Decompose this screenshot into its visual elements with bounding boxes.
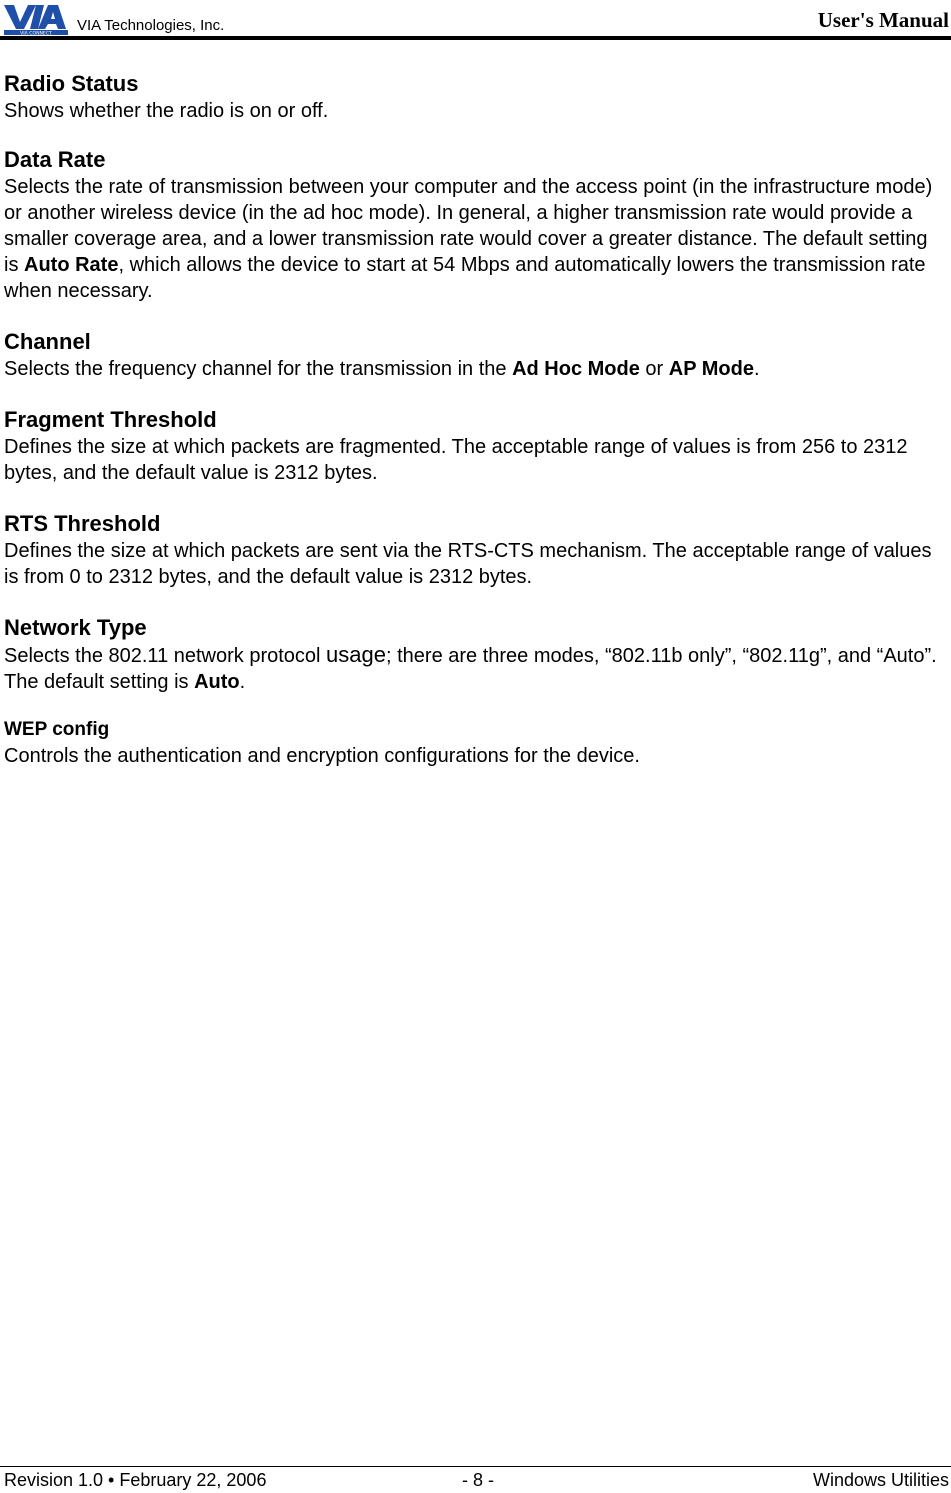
- company-name: VIA Technologies, Inc.: [77, 17, 225, 34]
- section-wep-config: [4, 717, 944, 769]
- bold-term: Ad Hoc Mode: [512, 358, 640, 380]
- page-header: [0, 0, 951, 40]
- text-run: Selects the frequency channel for the transmission in the: [4, 358, 513, 380]
- section-rts-threshold: [4, 510, 944, 590]
- section-text: [4, 356, 944, 382]
- bold-term: AP Mode: [668, 358, 754, 380]
- section-heading: Network Type: [4, 615, 147, 640]
- section-heading: Fragment Threshold: [4, 407, 217, 432]
- document-title: User's Manual: [817, 8, 949, 32]
- text-run: Selects the 802.11 network protocol: [4, 645, 327, 667]
- text-run: or: [639, 358, 669, 380]
- section-text: [4, 174, 944, 304]
- section-network-type: [4, 614, 944, 695]
- section-heading: Data Rate: [4, 147, 106, 172]
- section-text: Shows whether the radio is on or off.: [4, 100, 329, 122]
- section-data-rate: [4, 146, 944, 304]
- text-run: ; there are three modes, “802.11b only”, “802.11g”, and “Auto”. The default setting is: [4, 645, 937, 693]
- footer-section: Windows Utilities: [812, 1470, 949, 1490]
- section-heading: RTS Threshold: [4, 511, 161, 536]
- bold-term: Auto: [194, 671, 240, 693]
- section-channel: [4, 328, 944, 382]
- via-logo-icon: [2, 2, 70, 36]
- logo-subtext: VIA CONNECT: [20, 31, 52, 36]
- page-body: [4, 70, 944, 769]
- bold-term: Auto Rate: [24, 254, 119, 276]
- text-run: .: [753, 358, 760, 380]
- section-text: Controls the authentication and encryption configurations for the device.: [4, 745, 640, 767]
- text-run: Selects the rate of transmission between your computer and the access point (in the infrastructure mode) or another wireless device (in the ad hoc mode). In general, a higher transmission rate would provide a smaller coverage area, and a lower transmission rate would cover a greater distance. The default setting is: [4, 176, 933, 276]
- section-heading: Channel: [4, 329, 91, 354]
- footer-divider: [0, 1466, 951, 1467]
- section-text: Defines the size at which packets are fragmented. The acceptable range of values is from 256 to 2312 bytes, and the default value is 2312 bytes.: [4, 436, 908, 484]
- page-number: - 8 -: [462, 1470, 495, 1490]
- text-run: .: [239, 671, 246, 693]
- text-run: usage: [326, 642, 386, 667]
- section-text: [4, 642, 944, 695]
- section-fragment-threshold: [4, 406, 944, 486]
- section-radio-status: [4, 70, 944, 124]
- section-heading: Radio Status: [4, 71, 139, 96]
- section-text: Defines the size at which packets are sent via the RTS-CTS mechanism. The acceptable range of values is from 0 to 2312 bytes, and the default value is 2312 bytes.: [4, 540, 932, 588]
- text-run: , which allows the device to start at 54 Mbps and automatically lowers the transmission rate when necessary.: [4, 254, 926, 302]
- footer-revision: Revision 1.0 • February 22, 2006: [4, 1470, 267, 1490]
- section-heading: WEP config: [4, 719, 110, 740]
- header-divider: [0, 36, 951, 40]
